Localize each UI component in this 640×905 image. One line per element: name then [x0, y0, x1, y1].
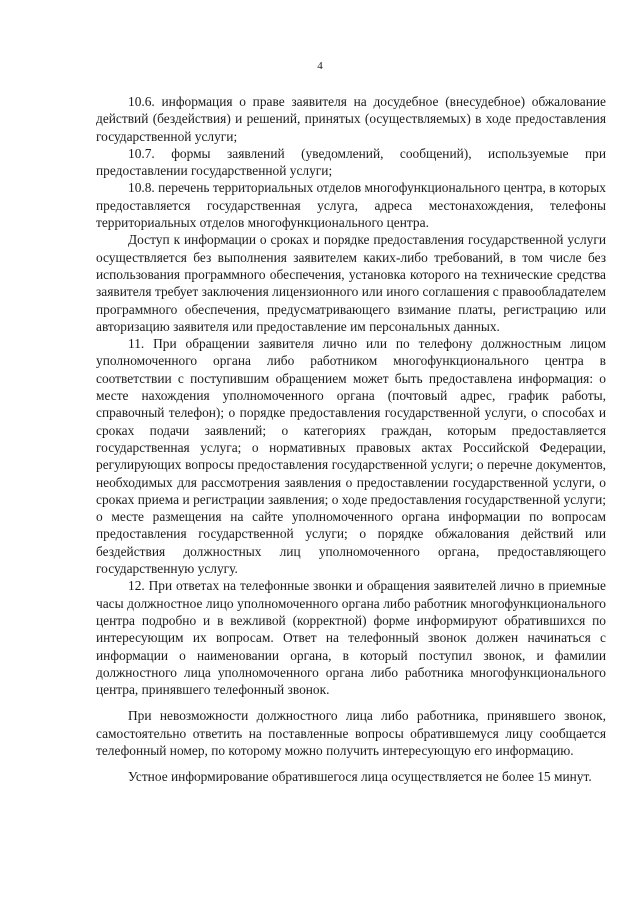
document-body [96, 93, 606, 786]
paragraph-11: 11. При обращении заявителя лично или по телефону должностным лицом уполномоченного органа либо работником многофункционального центра в соответствии с поступившим обращением может быть предоставлена информация: о месте нахождения уполномоченного органа (почтовый адрес, график работы, справочный телефон); о порядке предоставления государственной услуги, о способах и сроках подачи заявлений; о категориях граждан, которым предоставляется государственная услуга; о нормативных правовых актах Российской Федерации, регулирующих вопросы предоставления государственной услуги; о перечне документов, необходимых для рассмотрения заявления о предоставлении государственной услуги, о сроках приема и регистрации заявления; о ходе предоставления государственной услуги; о месте размещения на сайте уполномоченного органа информации по вопросам предоставления государственной услуги; о порядке обжалования действий или бездействия должностных лиц уполномоченного органа, предоставляющего государственную услугу. [96, 336, 606, 577]
page-number: 4 [317, 60, 323, 72]
paragraph-impossibility: При невозможности должностного лица либо работника, принявшего звонок, самостоятельно ответить на поставленные вопросы обратившемуся лицу сообщается телефонный номер, по которому можно получить интересующую его информацию. [96, 708, 606, 758]
paragraph-10-6: 10.6. информация о праве заявителя на досудебное (внесудебное) обжалование действий (бездействия) и решений, принятых (осуществляемых) в ходе предоставления государственной услуги; [96, 94, 606, 144]
paragraph-10-8: 10.8. перечень территориальных отделов многофункционального центра, в которых предоставляется государственная услуга, адреса местонахождения, телефоны территориальных отделов многофункционального центра. [96, 180, 606, 231]
paragraph-access-info: Доступ к информации о сроках и порядке предоставления государственной услуги осуществляется без выполнения заявителем каких-либо требований, в том числе без использования программного обеспечения, установка которого на технические средства заявителя требует заключения лицензионного или иного соглашения с правообладателем программного обеспечения, предусматривающего взимание платы, регистрацию или авторизацию заявителя или предоставление им персональных данных. [96, 232, 606, 334]
paragraph-oral-informing: Устное информирование обратившегося лица осуществляется не более 15 минут. [128, 769, 592, 785]
paragraph-10-7: 10.7. формы заявлений (уведомлений, сообщений), используемые при предоставлении государственной услуги; [96, 145, 606, 179]
paragraph-12: 12. При ответах на телефонные звонки и обращения заявителей лично в приемные часы должностное лицо уполномоченного органа либо работник многофункционального центра подробно и в вежливой (корректной) форме информируют обратившихся по интересующим их вопросам. Ответ на телефонный звонок должен начинаться с информации о наименовании органа, в который поступил звонок, и фамилии должностного лица уполномоченного органа либо работника многофункционального центра, принявшего телефонный звонок. [96, 578, 606, 698]
